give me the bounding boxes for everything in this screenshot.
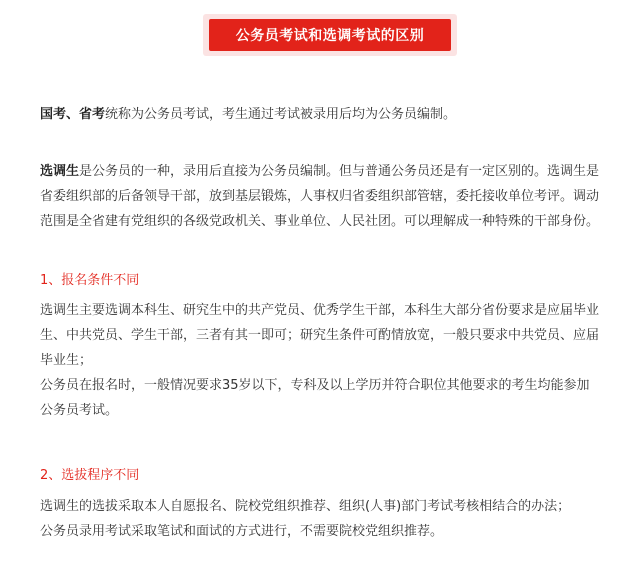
section1-paragraph: [40, 298, 620, 423]
xuandiao-paragraph: [40, 159, 620, 234]
section1-line-5: 公务员考试。: [40, 403, 119, 418]
xuandiao-text-1: 是公务员的一种，录用后直接为公务员编制。但与普通公务员还是有一定区别的。选调生是: [79, 164, 600, 179]
section1-heading: 1、报名条件不同: [40, 273, 140, 288]
intro-lead: 国考、省考: [40, 107, 106, 122]
page-title: 公务员考试和选调考试的区别: [235, 28, 425, 44]
section1-line-2: 生、中共党员、学生干部，三者有其一即可；研究生条件可酌情放宽，一般只要求中共党员、应届: [40, 328, 600, 343]
section2-line-1: 选调生的选拔采取本人自愿报名、院校党组织推荐、组织(人事)部门考试考核相结合的办法；: [40, 499, 571, 514]
section1-line-3: 毕业生；: [40, 353, 93, 368]
section2-line-2: 公务员录用考试采取笔试和面试的方式进行，不需要院校党组织推荐。: [40, 524, 444, 539]
section1-line-1: 选调生主要选调本科生、研究生中的共产党员、优秀学生干部，本科生大部分省份要求是应届毕业: [40, 303, 600, 318]
intro-paragraph: [40, 102, 620, 127]
section1-line-4: 公务员在报名时，一般情况要求35岁以下，专科及以上学历并符合职位其他要求的考生均能参加: [40, 378, 590, 393]
xuandiao-line-3: 范围是全省建有党组织的各级党政机关、事业单位、人民社团。可以理解成一种特殊的干部身份。: [40, 214, 600, 229]
xuandiao-lead: 选调生: [40, 164, 80, 179]
xuandiao-line-2: 省委组织部的后备领导干部，放到基层锻炼，人事权归省委组织部管辖，委托接收单位考评。调动: [40, 189, 600, 204]
section2-paragraph: [40, 494, 620, 544]
title-banner: [203, 14, 457, 56]
section2-heading: 2、选拔程序不同: [40, 468, 140, 483]
intro-text: 统称为公务员考试，考生通过考试被录用后均为公务员编制。: [105, 107, 457, 122]
xuandiao-line-1: [40, 159, 620, 184]
title-box: [209, 19, 451, 51]
